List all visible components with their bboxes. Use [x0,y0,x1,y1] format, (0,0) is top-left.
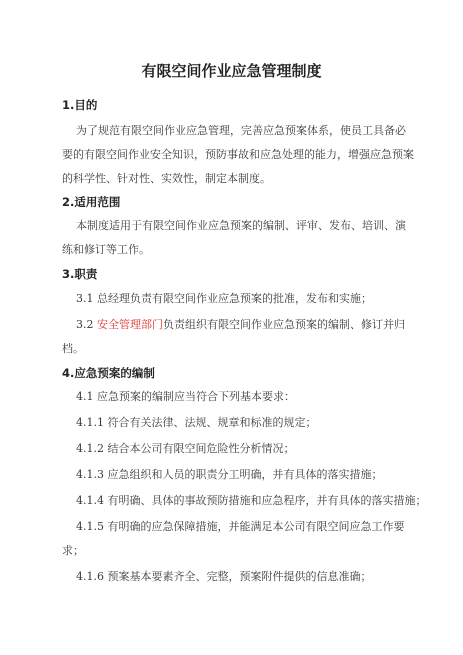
paragraph-line: 要的有限空间作业安全知识，预防事故和应急处理的能力，增强应急预案 [62,148,414,161]
paragraph-line: 4.1.3 应急组织和人员的职责分工明确，并有具体的落实措施； [76,468,383,481]
clause-number: 3.2 [76,318,97,331]
paragraph-line: 求； [62,544,84,557]
paragraph-line: 练和修订等工作。 [62,243,150,256]
section-heading-responsibilities: 3.职责 [62,267,98,281]
paragraph-line: 4.1.1 符合有关法律、法规、规章和标准的规定； [76,416,317,429]
paragraph-line [76,318,405,332]
paragraph-line: 档。 [62,342,84,355]
section-heading-plan-preparation: 4.应急预案的编制 [62,366,155,380]
section-heading-scope: 2.适用范围 [62,195,121,209]
paragraph-line: 4.1.5 有明确的应急保障措施，并能满足本公司有限空间应急工作要 [76,520,405,533]
highlighted-department: 安全管理部门 [97,318,163,331]
paragraph-line: 本制度适用于有限空间作业应急预案的编制、评审、发布、培训、演 [76,219,406,232]
paragraph-line: 4.1.6 预案基本要素齐全、完整，预案附件提供的信息准确； [76,570,372,583]
paragraph-line: 为了规范有限空间作业应急管理，完善应急预案体系，使员工具备必 [76,124,406,137]
clause-text: 负责组织有限空间作业应急预案的编制、修订并归 [163,318,405,331]
paragraph-line: 3.1 总经理负责有限空间作业应急预案的批准，发布和实施； [76,292,372,305]
paragraph-line: 的科学性、针对性、实效性，制定本制度。 [62,172,271,185]
paragraph-line: 4.1.2 结合本公司有限空间危险性分析情况； [76,442,295,455]
document-title: 有限空间作业应急管理制度 [141,62,322,80]
paragraph-line: 4.1.4 有明确、具体的事故预防措施和应急程序，并有具体的落实措施； [76,494,427,507]
section-heading-purpose: 1.目的 [62,98,98,112]
paragraph-line: 4.1 应急预案的编制应当符合下列基本要求： [76,390,295,403]
